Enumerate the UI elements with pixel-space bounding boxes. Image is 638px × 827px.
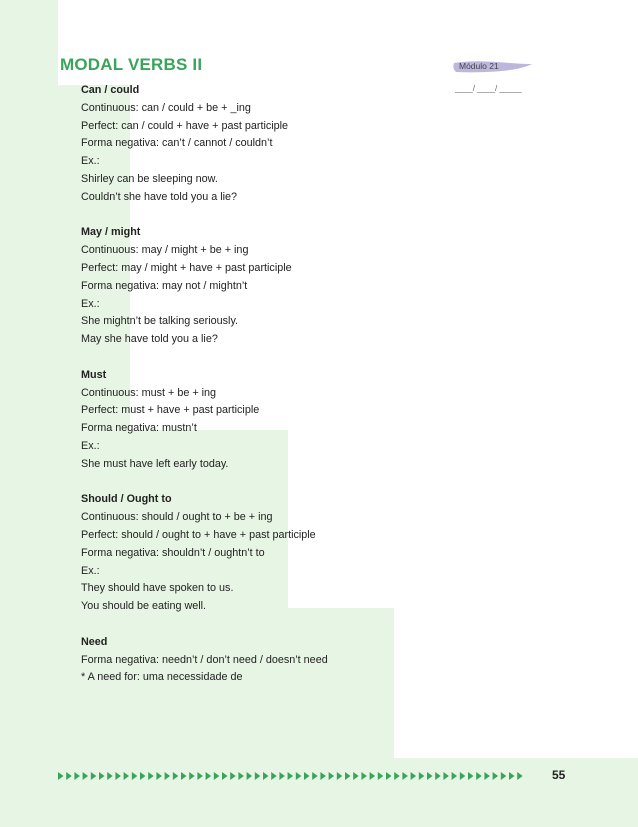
right-triangle-icon — [435, 772, 441, 780]
section-heading: Should / Ought to — [81, 493, 172, 506]
section-line: Forma negativa: mustn’t — [81, 422, 197, 435]
right-triangle-icon — [83, 772, 89, 780]
right-triangle-icon — [460, 772, 466, 780]
section-line: Forma negativa: can’t / cannot / couldn’t — [81, 137, 273, 150]
section-line: Perfect: can / could + have + past participle — [81, 119, 289, 132]
right-triangle-icon — [189, 772, 195, 780]
section-line: Forma negativa: may not / mightn’t — [81, 279, 248, 292]
right-triangle-icon — [66, 772, 72, 780]
page-number: 55 — [552, 768, 566, 782]
right-triangle-icon — [378, 772, 384, 780]
right-triangle-icon — [288, 772, 294, 780]
right-triangle-icon — [247, 772, 253, 780]
right-triangle-icon — [214, 772, 220, 780]
right-triangle-icon — [320, 772, 326, 780]
section-line: Continuous: should / ought to + be + ing — [81, 511, 273, 524]
right-triangle-icon — [345, 772, 351, 780]
footer-arrow-row — [58, 771, 530, 781]
right-triangle-icon — [271, 772, 277, 780]
right-triangle-icon — [91, 772, 97, 780]
right-triangle-icon — [296, 772, 302, 780]
section-line: Ex.: — [81, 439, 100, 452]
section-line: Ex.: — [81, 564, 100, 577]
right-triangle-icon — [222, 772, 228, 780]
section-line: They should have spoken to us. — [81, 582, 234, 595]
section-heading: Must — [81, 368, 107, 381]
section-may-might — [81, 224, 501, 349]
right-triangle-icon — [197, 772, 203, 780]
right-triangle-icon — [148, 772, 154, 780]
right-triangle-icon — [140, 772, 146, 780]
right-triangle-icon — [411, 772, 417, 780]
section-line: Continuous: must + be + ing — [81, 386, 217, 399]
background-panel-bottom — [394, 758, 638, 827]
right-triangle-icon — [501, 772, 507, 780]
right-triangle-icon — [402, 772, 408, 780]
right-triangle-icon — [230, 772, 236, 780]
right-triangle-icon — [74, 772, 80, 780]
right-triangle-icon — [206, 772, 212, 780]
right-triangle-icon — [394, 772, 400, 780]
right-triangle-icon — [353, 772, 359, 780]
section-line: Couldn’t she have told you a lie? — [81, 190, 238, 203]
right-triangle-icon — [173, 772, 179, 780]
right-triangle-icon — [156, 772, 162, 780]
section-line: Ex.: — [81, 297, 100, 310]
section-line: She mightn’t be talking seriously. — [81, 315, 239, 328]
section-line: She must have left early today. — [81, 457, 229, 470]
right-triangle-icon — [509, 772, 515, 780]
section-must — [81, 367, 501, 474]
right-triangle-icon — [99, 772, 105, 780]
right-triangle-icon — [337, 772, 343, 780]
right-triangle-icon — [238, 772, 244, 780]
section-line: Continuous: may / might + be + ing — [81, 244, 249, 257]
background-panel-left — [0, 0, 58, 827]
right-triangle-icon — [329, 772, 335, 780]
section-line: Perfect: should / ought to + have + past participle — [81, 528, 316, 541]
right-triangle-icon — [476, 772, 482, 780]
section-heading: Can / could — [81, 84, 140, 96]
right-triangle-icon — [165, 772, 171, 780]
section-should-ought-to — [81, 491, 501, 616]
right-triangle-icon — [452, 772, 458, 780]
section-line: * A need for: uma necessidade de — [81, 671, 243, 684]
section-can-could — [81, 82, 501, 207]
section-heading: May / might — [81, 226, 141, 239]
right-triangle-icon — [115, 772, 121, 780]
right-triangle-icon — [443, 772, 449, 780]
section-line: Continuous: can / could + be + _ing — [81, 101, 251, 114]
section-line: Shirley can be sleeping now. — [81, 172, 218, 185]
section-heading: Need — [81, 635, 108, 648]
section-need — [81, 634, 501, 687]
right-triangle-icon — [427, 772, 433, 780]
content-body — [81, 82, 501, 705]
right-triangle-icon — [386, 772, 392, 780]
right-triangle-icon — [484, 772, 490, 780]
right-triangle-icon — [370, 772, 376, 780]
section-line: Forma negativa: needn’t / don’t need / doesn’t need — [81, 653, 328, 666]
right-triangle-icon — [132, 772, 138, 780]
right-triangle-icon — [419, 772, 425, 780]
page-title: MODAL VERBS II — [60, 55, 203, 74]
right-triangle-icon — [107, 772, 113, 780]
right-triangle-icon — [361, 772, 367, 780]
right-triangle-icon — [263, 772, 269, 780]
section-line: May she have told you a lie? — [81, 333, 218, 346]
section-line: Perfect: may / might + have + past participle — [81, 261, 292, 274]
section-line: Forma negativa: shouldn’t / oughtn’t to — [81, 546, 265, 559]
right-triangle-icon — [468, 772, 474, 780]
right-triangle-icon — [255, 772, 260, 780]
right-triangle-icon — [124, 772, 130, 780]
section-line: Ex.: — [81, 155, 100, 168]
date-blanks: ____/ ____/ _____ — [455, 84, 522, 93]
right-triangle-icon — [181, 772, 187, 780]
right-triangle-icon — [493, 772, 499, 780]
right-triangle-icon — [312, 772, 318, 780]
module-badge — [452, 60, 534, 74]
right-triangle-icon — [279, 772, 285, 780]
section-line: You should be eating well. — [81, 600, 207, 613]
right-triangle-icon — [517, 772, 523, 780]
module-label: Módulo 21 — [459, 61, 499, 71]
right-triangle-icon — [58, 772, 64, 780]
section-line: Perfect: must + have + past participle — [81, 404, 260, 417]
right-triangle-icon — [304, 772, 310, 780]
